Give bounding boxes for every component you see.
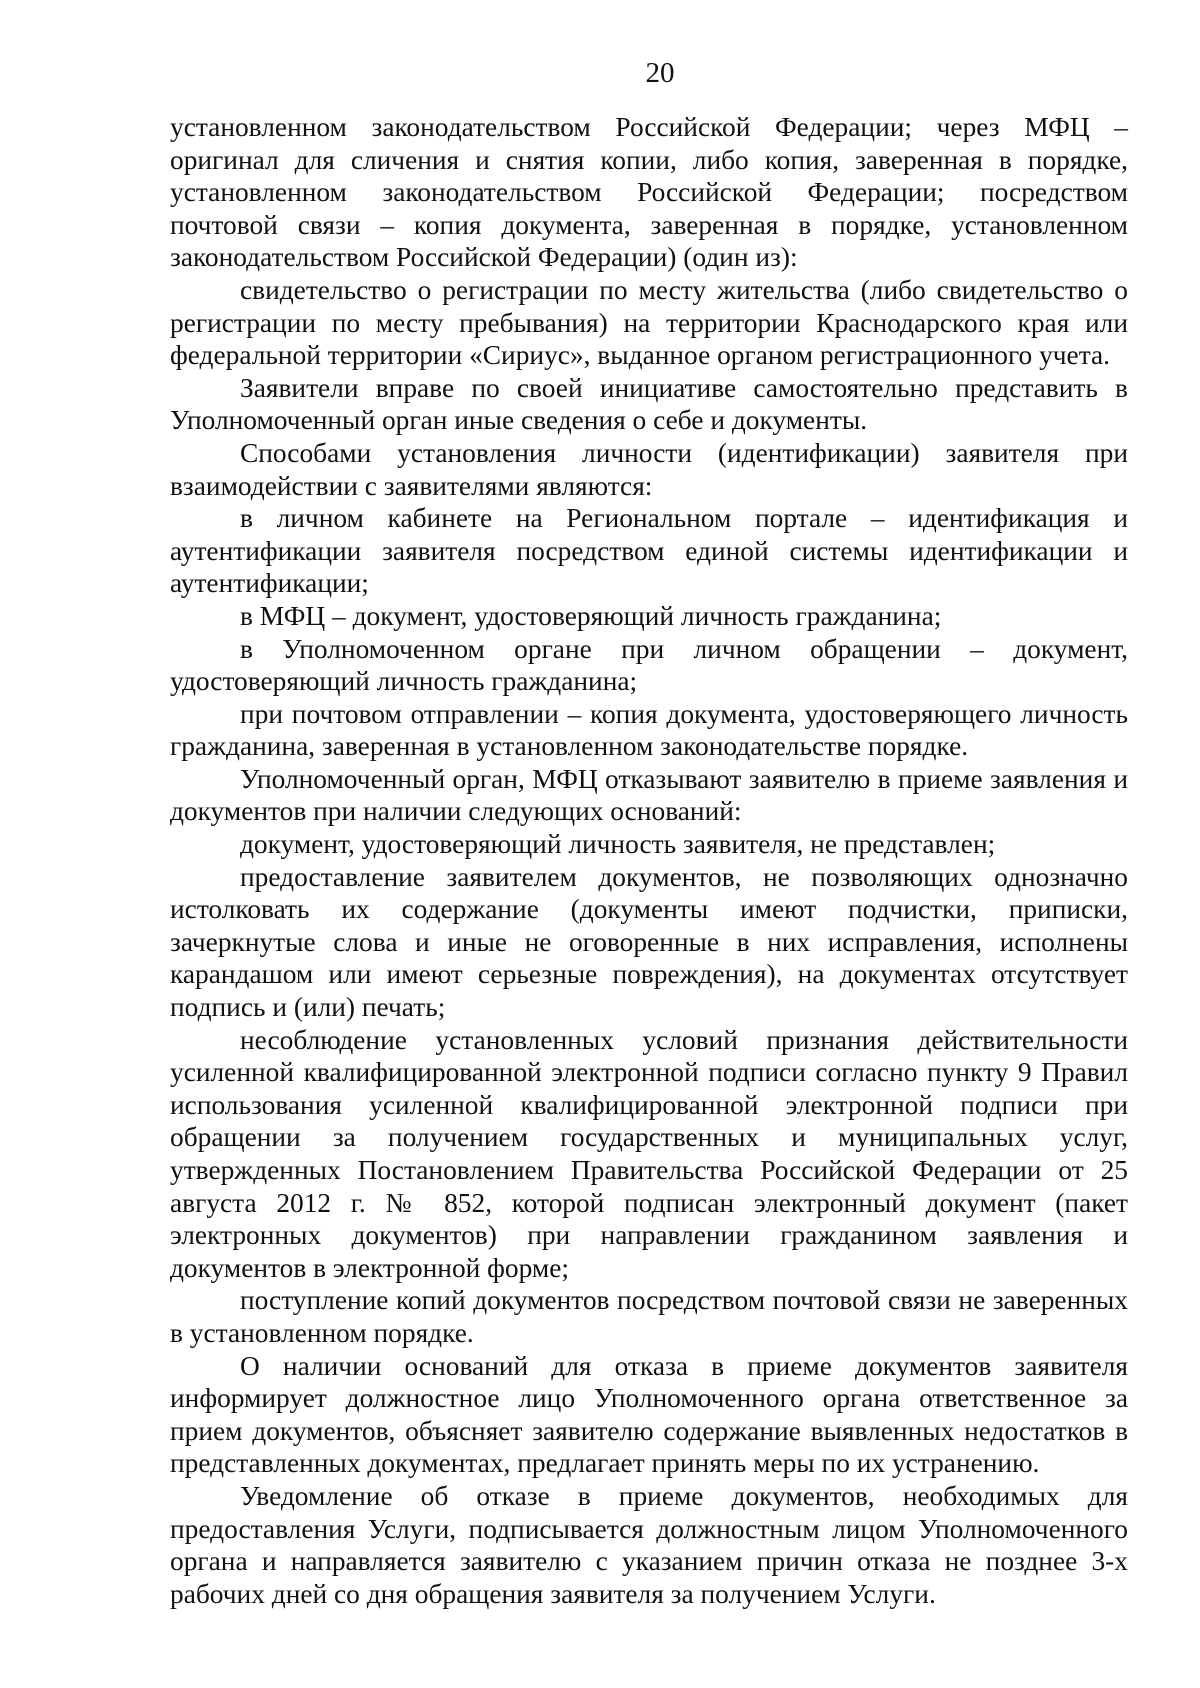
paragraph-residence-certificate: свидетельство о регистрации по месту жительства (либо свидетельство о регистрации по месту пребывания) на территории Краснодарского края или федеральной территории «Сириус», выданное органом регистрационного учета. [170, 274, 1128, 371]
list-item-mfc: в МФЦ – документ, удостоверяющий личность гражданина; [240, 600, 942, 631]
list-item-ambiguous-documents: предоставление заявителем документов, не позволяющих однозначно истолковать их содержание (документы имеют подчистки, приписки, зачеркнутые слова и иные не оговоренные в них исправления, исполнены карандашом или имеют серьезные повреждения), на документах отсутствует подпись и (или) печать; [170, 861, 1128, 1023]
page-number: 20 [645, 57, 675, 89]
list-item-uncertified-copies: поступление копий документов посредством почтовой связи не заверенных в установленном порядке. [170, 1285, 1128, 1348]
list-item-no-id-document: документ, удостоверяющий личность заявителя, не представлен; [240, 829, 996, 860]
paragraph-refusal-notification: Уведомление об отказе в приеме документов, необходимых для предоставления Услуги, подписывается должностным лицом Уполномоченного органа и направляется заявителю с указанием причин отказа не позднее 3-х рабочих дней со дня обращения заявителя за получением Услуги. [170, 1480, 1128, 1609]
list-item-signature-noncompliance: несоблюдение установленных условий признания действительности усиленной квалифицированной электронной подписи согласно пункту 9 Правил использования усиленной квалифицированной электронной подписи при обращении за получением государственных и муниципальных услуг, утвержденных Постановлением Правительства Российской Федерации от 25 августа 2012 г. № 852, которой подписан электронный документ (пакет электронных документов) при направлении гражданином заявления и документов в электронной форме; [170, 1024, 1128, 1283]
paragraph-refusal-notice: О наличии оснований для отказа в приеме документов заявителя информирует должностное лицо Уполномоченного органа ответственное за прием документов, объясняет заявителю содержание выявленных недостатков в представленных документах, предлагает принять меры по их устранению. [170, 1350, 1128, 1479]
document-body [170, 111, 1128, 1610]
list-item-regional-portal: в личном кабинете на Региональном портале – идентификация и аутентификации заявителя посредством единой системы идентификации и аутентификации; [170, 503, 1128, 599]
paragraph-applicant-rights: Заявители вправе по своей инициативе самостоятельно представить в Уполномоченный орган иные сведения о себе и документы. [170, 372, 1128, 436]
list-item-postal: при почтовом отправлении – копия документа, удостоверяющего личность гражданина, заверенная в установленном законодательстве порядке. [170, 698, 1128, 762]
paragraph-continuation: установленном законодательством Российской Федерации; через МФЦ – оригинал для сличения и снятия копии, либо копия, заверенная в порядке, установленном законодательством Российской Федерации; посредством почтовой связи – копия документа, заверенная в порядке, установленном законодательством Российской Федерации) (один из): [170, 112, 1128, 273]
paragraph-refusal-grounds: Уполномоченный орган, МФЦ отказывают заявителю в приеме заявления и документов при наличии следующих оснований: [170, 763, 1128, 827]
list-item-authorized-body: в Уполномоченном органе при личном обращении – документ, удостоверяющий личность гражданина; [170, 633, 1128, 697]
paragraph-identification-methods: Способами установления личности (идентификации) заявителя при взаимодействии с заявителями являются: [170, 437, 1128, 501]
